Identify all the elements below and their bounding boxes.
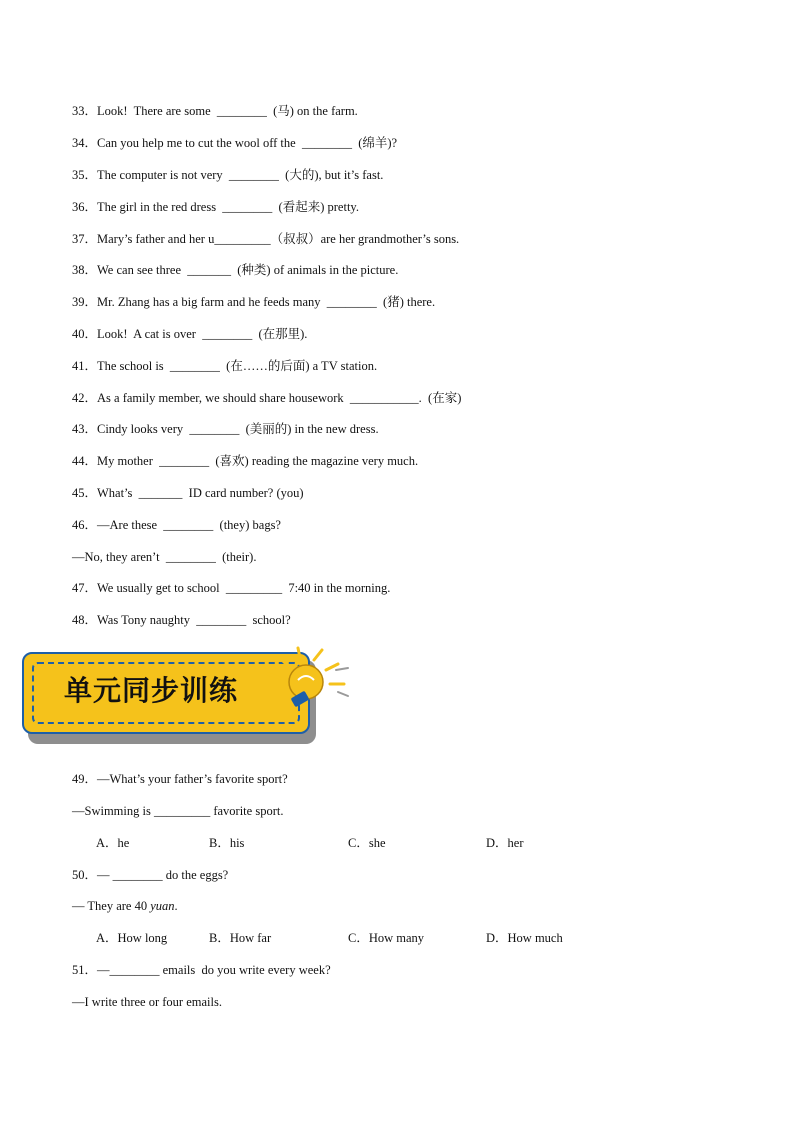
question-41: 41．The school is ________ (在……的后面) a TV station. bbox=[72, 359, 378, 373]
question-46-reply: —No, they aren’t ________ (their). bbox=[72, 550, 257, 564]
question-37: 37．Mary’s father and her u_________（叔叔）are her grandmother’s sons. bbox=[72, 232, 460, 246]
question-38: 38．We can see three _______ (种类) of animals in the picture. bbox=[72, 263, 399, 277]
question-50-reply bbox=[72, 898, 178, 914]
question-48: 48．Was Tony naughty ________ school? bbox=[72, 613, 291, 627]
option-b: B．How far bbox=[209, 931, 272, 945]
section-title: 单元同步训练 bbox=[64, 674, 239, 707]
option-c: C．she bbox=[348, 836, 386, 850]
question-51: 51．—________ emails do you write every week? bbox=[72, 963, 331, 977]
option-b: B．his bbox=[209, 836, 245, 850]
lightbulb-icon bbox=[240, 646, 352, 716]
question-45: 45．What’s _______ ID card number? (you) bbox=[72, 486, 304, 500]
reply-text: — They are 40 bbox=[72, 899, 151, 913]
section-banner bbox=[22, 646, 352, 750]
question-50: 50．— ________ do the eggs? bbox=[72, 868, 229, 882]
question-47: 47．We usually get to school _________ 7:40 in the morning. bbox=[72, 581, 391, 595]
option-a: A．How long bbox=[96, 931, 168, 945]
italic-word: yuan bbox=[150, 899, 175, 913]
option-c: C．How many bbox=[348, 931, 425, 945]
question-35: 35．The computer is not very ________ (大的), but it’s fast. bbox=[72, 168, 384, 182]
reply-end: . bbox=[174, 899, 178, 913]
option-a: A．he bbox=[96, 836, 130, 850]
option-d: D．her bbox=[486, 836, 524, 850]
question-34: 34．Can you help me to cut the wool off the ________ (绵羊)? bbox=[72, 136, 398, 150]
question-49: 49．—What’s your father’s favorite sport? bbox=[72, 772, 288, 786]
question-51-reply: —I write three or four emails. bbox=[72, 995, 222, 1009]
question-43: 43．Cindy looks very ________ (美丽的) in the new dress. bbox=[72, 422, 379, 436]
question-39: 39．Mr. Zhang has a big farm and he feeds many ________ (猪) there. bbox=[72, 295, 436, 309]
question-46: 46．—Are these ________ (they) bags? bbox=[72, 518, 281, 532]
question-42: 42．As a family member, we should share housework ___________. (在家) bbox=[72, 391, 462, 405]
question-33: 33．Look! There are some ________ (马) on the farm. bbox=[72, 104, 358, 118]
question-40: 40．Look! A cat is over ________ (在那里). bbox=[72, 327, 308, 341]
option-d: D．How much bbox=[486, 931, 563, 945]
question-44: 44．My mother ________ (喜欢) reading the magazine very much. bbox=[72, 454, 419, 468]
question-49-reply: —Swimming is _________ favorite sport. bbox=[72, 804, 284, 818]
question-36: 36．The girl in the red dress ________ (看起来) pretty. bbox=[72, 200, 359, 214]
